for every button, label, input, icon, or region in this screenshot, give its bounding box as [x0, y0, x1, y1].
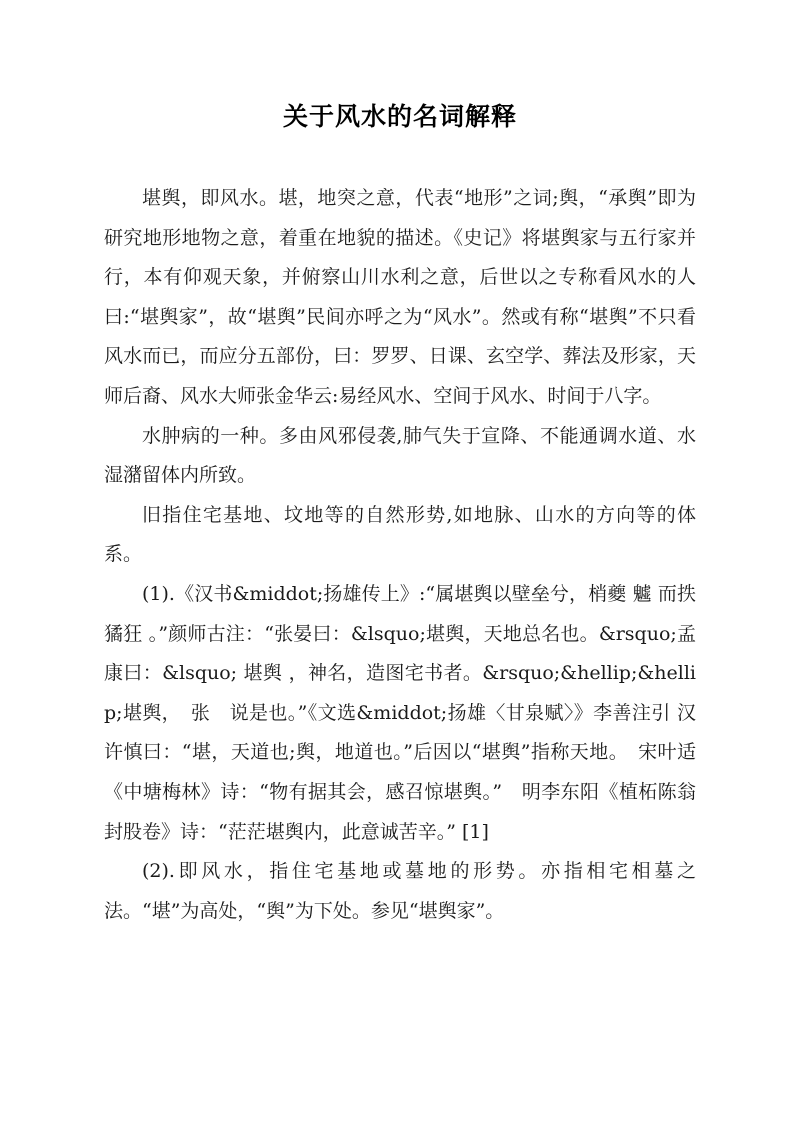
paragraph-terrain: 旧指住宅基地、坟地等的自然形势,如地脉、山水的方向等的体系。: [104, 503, 696, 566]
document-body: [104, 179, 696, 931]
document-title: 关于风水的名词解释: [282, 102, 517, 131]
paragraph-citation-1: (1).《汉书&middot;扬雄传上》:“属堪舆以壁垒兮，梢夔 魖 而抶 獝狂 。”颜师古注：“张晏曰：&lsquo;堪舆，天地总名也。&rsquo;孟康曰：&lsquo; 堪舆 ，神名，造图宅书者。&rsquo;&hellip;&hellip;堪舆， 张 说是也。”《文选&middot;扬雄〈甘泉赋〉》李善注引 汉许慎曰：“堪，天道也;舆，地道也。”后因以“堪舆”指称天地。 宋叶适《中塘梅林》诗：“物有据其会，感召惊堪舆。” 明李东阳《植柘陈翁封股卷》诗：“茫茫堪舆内，此意诚苦辛。” [1]: [104, 582, 696, 843]
paragraph-kanyu-definition: 堪舆，即风水。堪，地突之意，代表“地形”之词;舆，“承舆”即为研究地形地物之意，着重在地貌的描述。《史记》将堪舆家与五行家并行，本有仰观天象，并俯察山川水利之意，后世以之专称看风水的人曰:“堪舆家”，故“堪舆”民间亦呼之为“风水”。然或有称“堪舆”不只看风水而已，而应分五部份，曰：罗罗、日课、玄空学、葬法及形家，天师后裔、风水大师张金华云:易经风水、空间于风水、时间于八字。: [104, 187, 696, 407]
paragraph-edema: 水肿病的一种。多由风邪侵袭,肺气失于宣降、不能通调水道、水湿潴留体内所致。: [104, 424, 696, 487]
paragraph-citation-2: (2).即风水，指住宅基地或墓地的形势。亦指相宅相墓之法。“堪”为高处，“舆”为下处。参见“堪舆家”。: [104, 860, 696, 922]
